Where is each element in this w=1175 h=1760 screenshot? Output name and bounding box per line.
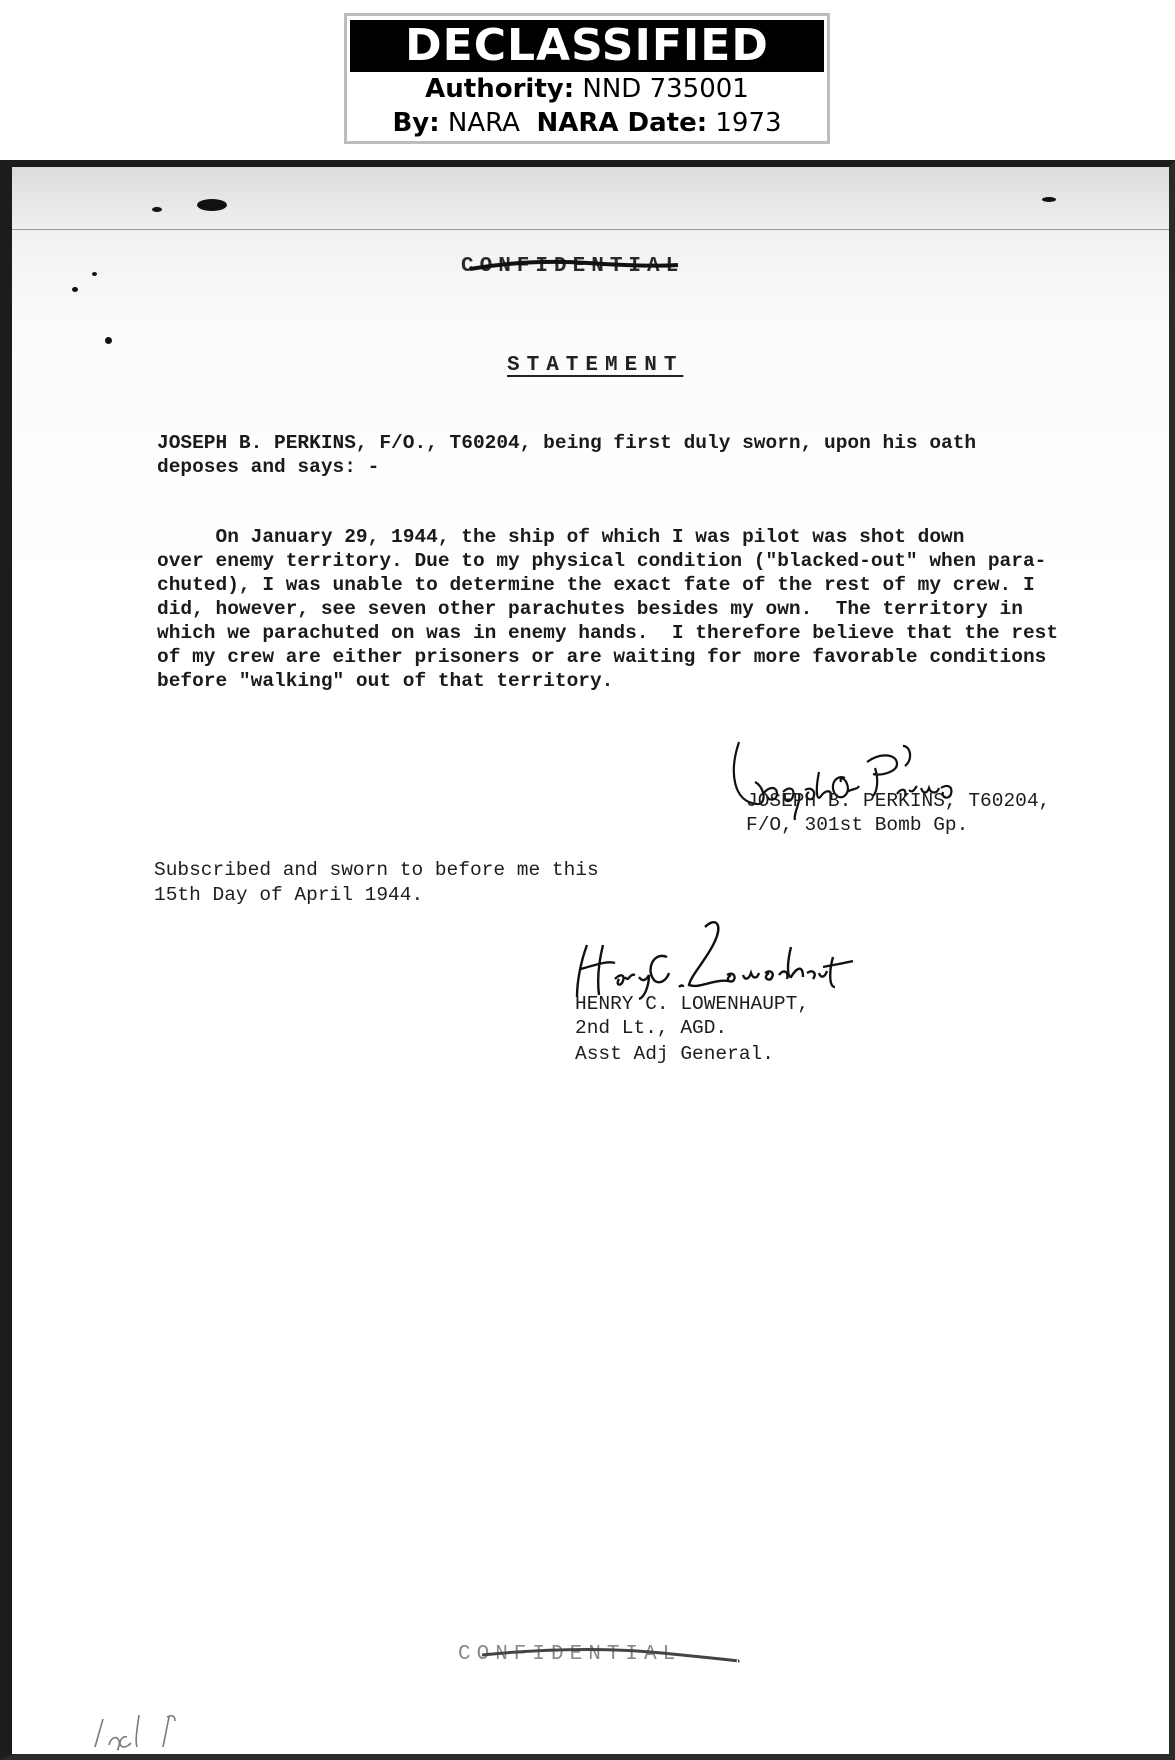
- stamp-by-value: NARA: [447, 108, 520, 138]
- jurat-line: 15th Day of April 1944.: [154, 884, 424, 906]
- affiant-name-line: JOSEPH B. PERKINS, T60204,: [746, 790, 1051, 812]
- classification-bottom: CONFIDENTIAL: [458, 1643, 682, 1666]
- stamp-title: DECLASSIFIED: [350, 20, 824, 72]
- body-line: On January 29, 1944, the ship of which I was pilot was shot down: [157, 526, 965, 548]
- classification-top: CONFIDENTIAL: [461, 255, 685, 278]
- body-line: before "walking" out of that territory.: [157, 670, 614, 692]
- stamp-authority-label: Authority:: [425, 74, 575, 104]
- stamp-by-date: [347, 106, 827, 140]
- body-line: over enemy territory. Due to my physical condition ("blacked-out" when para-: [157, 550, 1047, 572]
- scan-speck: [105, 337, 112, 344]
- officer-title-line: Asst Adj General.: [575, 1043, 774, 1065]
- fold-line: [12, 229, 1169, 230]
- scan-speck: [197, 199, 227, 211]
- handwritten-note: [87, 1707, 207, 1757]
- scanned-document-page: [0, 160, 1175, 1760]
- scan-speck: [1042, 197, 1056, 202]
- body-line: of my crew are either prisoners or are waiting for more favorable conditions: [157, 646, 1047, 668]
- intro-line: JOSEPH B. PERKINS, F/O., T60204, being first duly sworn, upon his oath: [157, 432, 977, 454]
- scan-speck: [152, 207, 162, 212]
- intro-line: deposes and says: -: [157, 456, 380, 478]
- officer-name-line: HENRY C. LOWENHAUPT,: [575, 993, 810, 1015]
- stamp-authority-value: NND 735001: [582, 74, 749, 104]
- stamp-by-label: By:: [392, 108, 440, 138]
- body-line: chuted), I was unable to determine the exact fate of the rest of my crew. I: [157, 574, 1035, 596]
- stamp-authority: [347, 72, 827, 106]
- statement-heading: STATEMENT: [507, 354, 684, 377]
- stamp-date-value: 1973: [715, 108, 782, 138]
- body-line: which we parachuted on was in enemy hands. I therefore believe that the rest: [157, 622, 1059, 644]
- affiant-unit-line: F/O, 301st Bomb Gp.: [746, 814, 969, 836]
- stamp-date-label: NARA Date:: [536, 108, 708, 138]
- declassification-stamp: [344, 13, 830, 144]
- officer-rank-line: 2nd Lt., AGD.: [575, 1017, 728, 1039]
- scan-speck: [72, 287, 78, 292]
- body-line: did, however, see seven other parachutes besides my own. The territory in: [157, 598, 1023, 620]
- jurat-line: Subscribed and sworn to before me this: [154, 859, 599, 881]
- scan-speck: [92, 272, 97, 276]
